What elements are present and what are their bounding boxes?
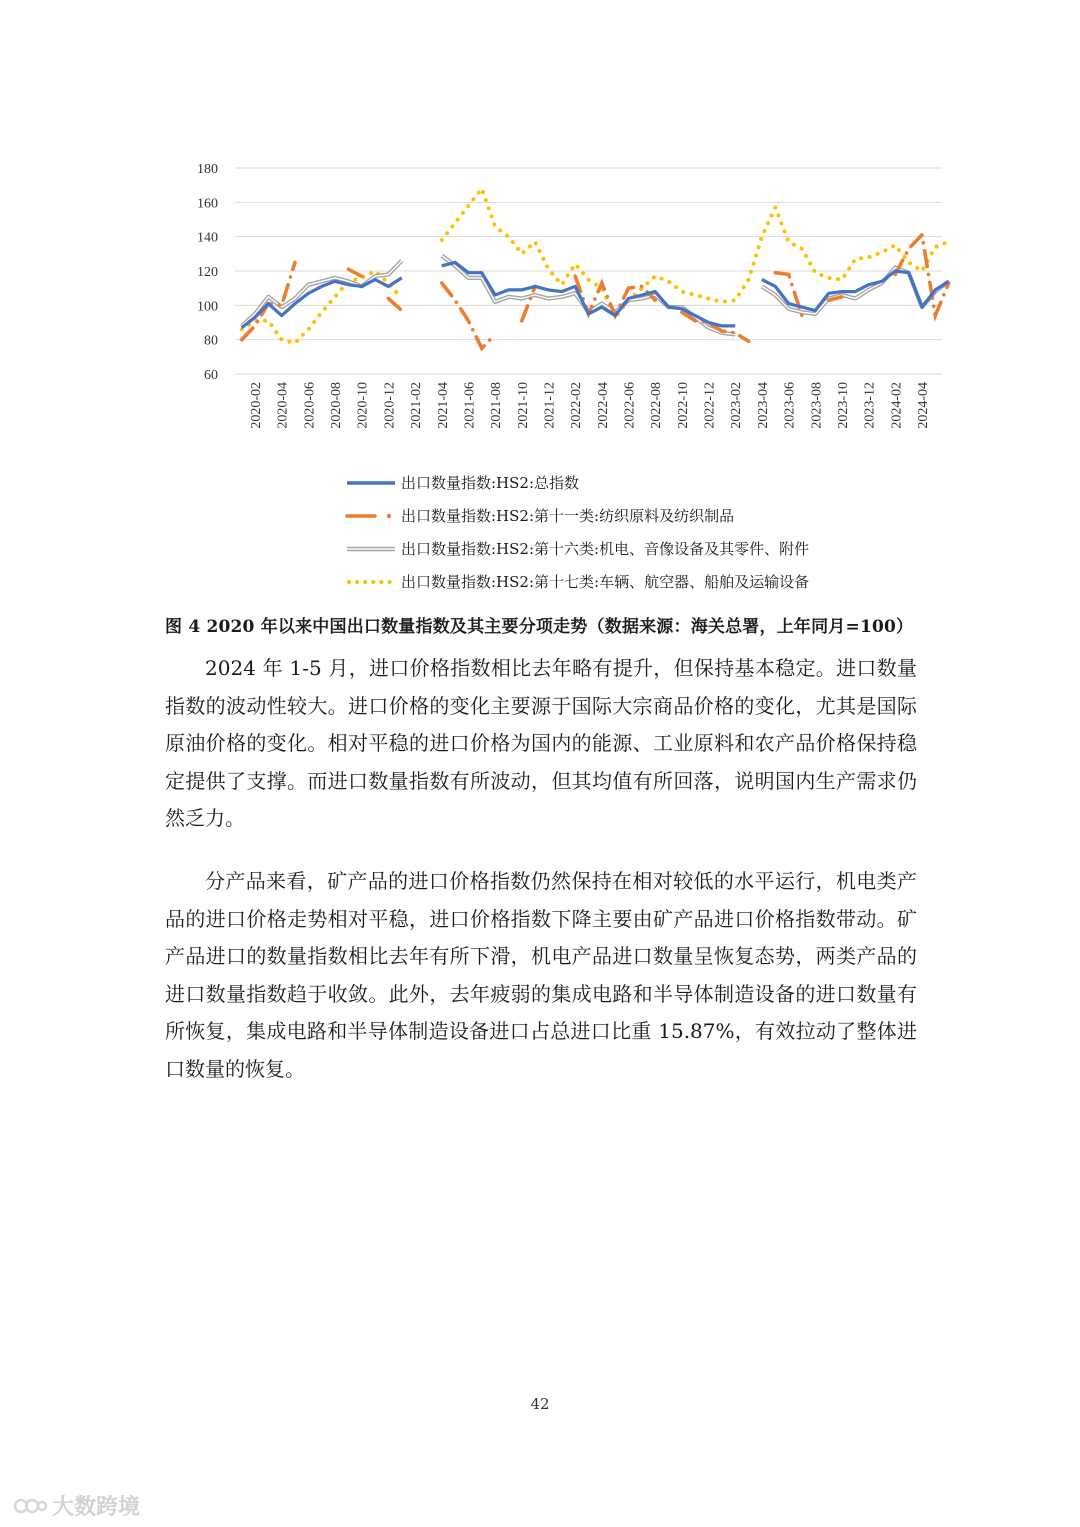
- x-tick-label: 2024-02: [889, 382, 905, 429]
- x-tick-label: 2020-06: [302, 382, 318, 429]
- line-chart: [180, 150, 970, 450]
- x-tick-label: 2020-04: [275, 382, 291, 429]
- series-line-electromech: [242, 261, 402, 326]
- legend-label: 出口数量指数:HS2:总指数: [401, 474, 580, 492]
- legend-label: 出口数量指数:HS2:第十一类:纺织原料及纺织制品: [401, 507, 735, 525]
- watermark-text: 大数跨境: [52, 1495, 141, 1520]
- x-tick-label: 2021-08: [489, 382, 505, 429]
- chart-legend: [345, 466, 809, 598]
- paragraph-text: 分产品来看，矿产品的进口价格指数仍然保持在相对较低的水平运行，机电类产品的进口价格走势相对平稳，进口价格指数下降主要由矿产品进口价格指数带动。矿产品进口的数量指数相比去年有所下滑，机电产品进口数量呈恢复态势，两类产品的进口数量指数趋于收敛。此外，去年疲弱的集成电路和半导体制造设备的进口数量有所恢复，集成电路和半导体制造设备进口占总进口比重 15.87%，有效拉动了整体进口数量的恢复。: [165, 869, 917, 1081]
- x-tick-label: 2020-10: [355, 382, 371, 429]
- x-tick-label: 2021-04: [435, 382, 451, 429]
- series-line-textile: [442, 283, 495, 348]
- x-tick-label: 2022-06: [622, 382, 638, 429]
- legend-item-total: [345, 466, 809, 499]
- x-tick-label: 2021-10: [515, 382, 531, 429]
- figure-caption: 图 4 2020 年以来中国出口数量指数及其主要分项走势（数据来源：海关总署，上年同月=100）: [165, 617, 914, 637]
- legend-swatch-double: [345, 542, 397, 556]
- watermark: [12, 1490, 140, 1521]
- y-tick-label: 60: [204, 368, 218, 383]
- page-number: 42: [530, 1395, 550, 1413]
- x-tick-label: 2020-12: [382, 382, 398, 429]
- x-tick-label: 2023-04: [755, 382, 771, 429]
- x-tick-label: 2023-10: [835, 382, 851, 429]
- x-tick-label: 2022-08: [649, 382, 665, 429]
- x-tick-label: 2022-02: [569, 382, 585, 429]
- y-tick-label: 100: [197, 299, 218, 315]
- paragraph-text: 2024 年 1-5 月，进口价格指数相比去年略有提升，但保持基本稳定。进口数量指数的波动性较大。进口价格的变化主要源于国际大宗商品价格的变化，尤其是国际原油价格的变化。相对平稳的进口价格为国内的能源、工业原料和农产品价格保持稳定提供了支撑。而进口数量指数有所波动，但其均值有所回落，说明国内生产需求仍然乏力。: [165, 656, 917, 830]
- x-tick-label: 2022-10: [675, 382, 691, 429]
- x-tick-label: 2022-04: [595, 382, 611, 429]
- x-tick-label: 2021-06: [462, 382, 478, 429]
- paragraph: [165, 650, 917, 838]
- legend-swatch-dotted: [345, 575, 397, 589]
- series-line-textile: [522, 286, 535, 320]
- y-tick-label: 120: [197, 265, 218, 280]
- series-line-textile: [682, 312, 749, 341]
- legend-swatch-dashdot: [345, 509, 397, 523]
- series-line-textile: [242, 262, 295, 339]
- watermark-logo-icon: [12, 1495, 48, 1517]
- x-tick-label: 2024-04: [915, 382, 931, 429]
- x-tick-label: 2020-02: [249, 382, 265, 429]
- x-tick-label: 2023-06: [782, 382, 798, 429]
- series-line-electromech-inner: [242, 261, 402, 326]
- legend-label: 出口数量指数:HS2:第十六类:机电、音像设备及其零件、附件: [401, 540, 810, 558]
- x-tick-label: 2021-12: [542, 382, 558, 429]
- legend-item-textile: [345, 499, 809, 532]
- paragraph: [165, 863, 917, 1088]
- legend-swatch-solid: [345, 476, 397, 490]
- y-tick-label: 140: [197, 230, 218, 246]
- x-tick-label: 2020-08: [329, 382, 345, 429]
- y-tick-label: 80: [204, 333, 218, 349]
- x-tick-label: 2023-08: [809, 382, 825, 429]
- x-tick-label: 2022-12: [702, 382, 718, 429]
- series-line-textile: [388, 299, 401, 311]
- y-tick-label: 160: [197, 196, 218, 212]
- legend-label: 出口数量指数:HS2:第十七类:车辆、航空器、船舶及运输设备: [401, 573, 810, 591]
- y-tick-label: 180: [197, 162, 218, 177]
- legend-item-electromech: [345, 532, 809, 565]
- x-tick-label: 2023-12: [862, 382, 878, 429]
- series-line-textile: [348, 269, 361, 276]
- x-tick-label: 2021-02: [409, 382, 425, 429]
- legend-item-vehicles: [345, 565, 809, 598]
- x-tick-label: 2023-02: [729, 382, 745, 429]
